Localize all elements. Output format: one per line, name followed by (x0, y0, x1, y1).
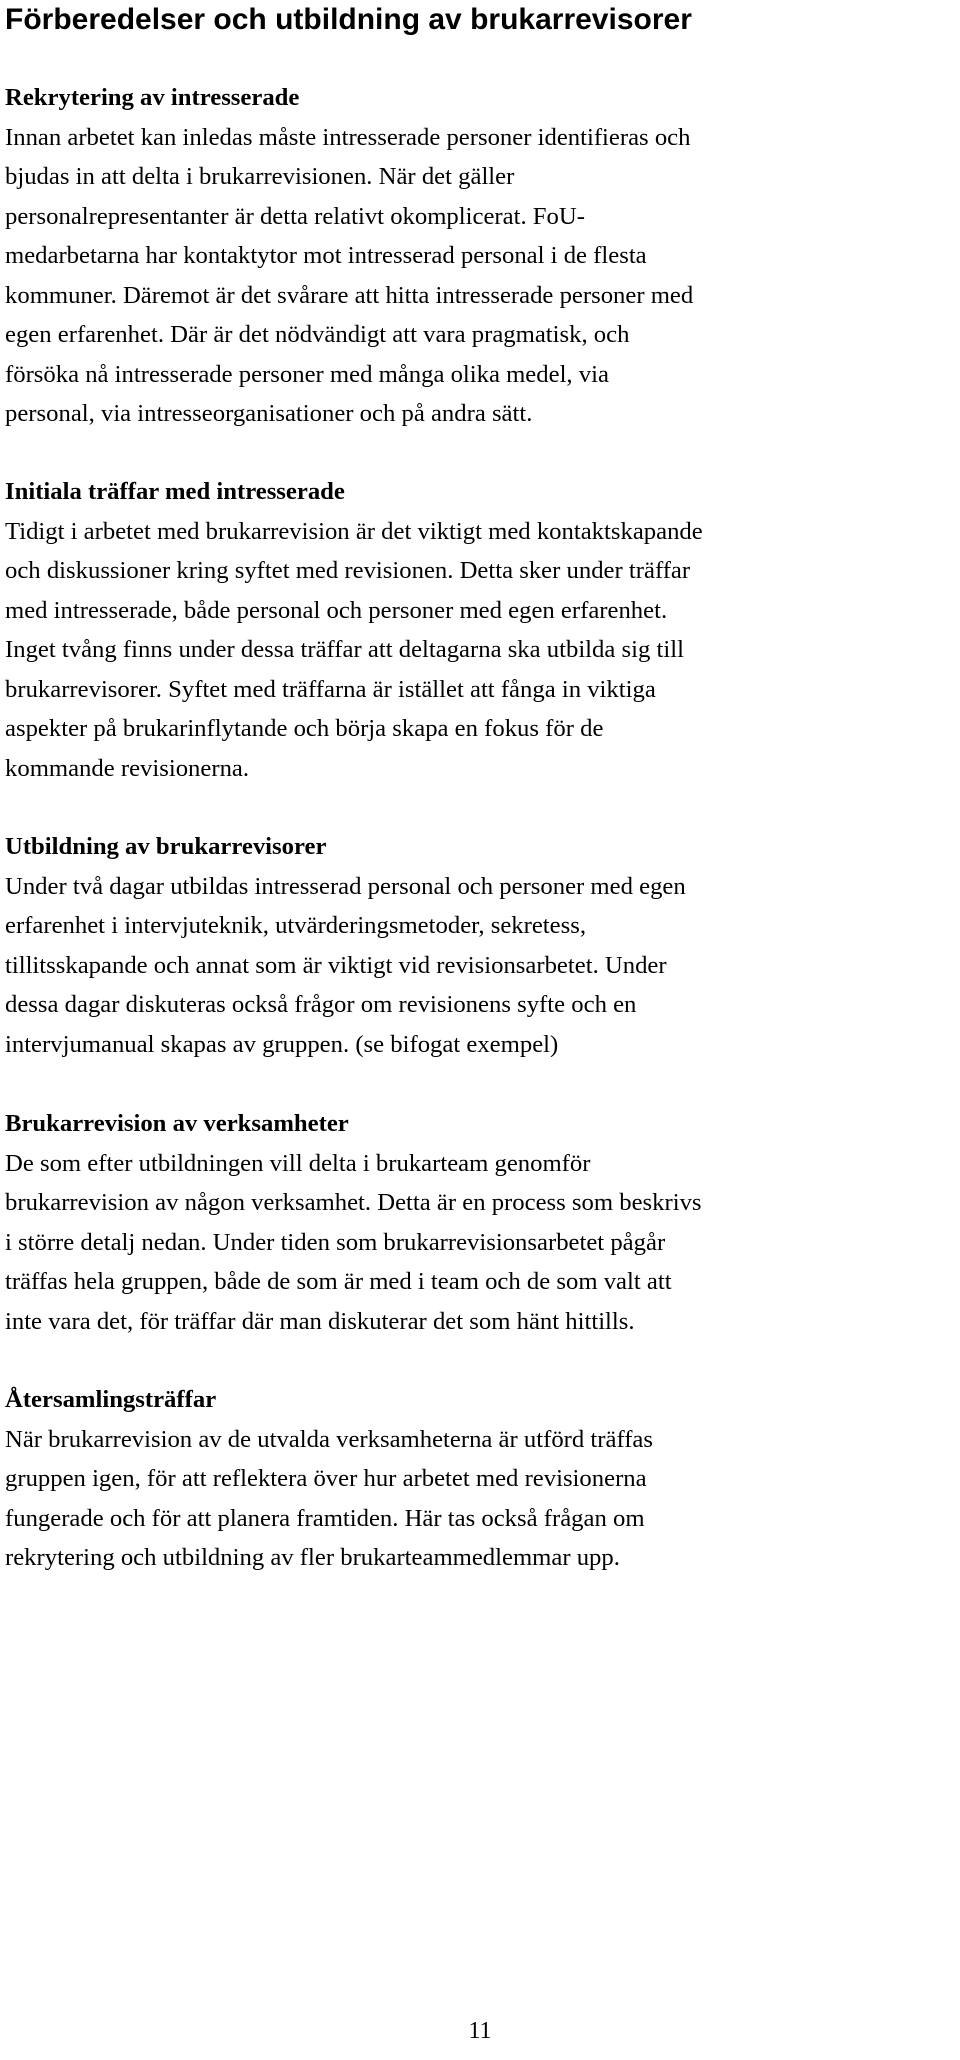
body-line: inte vara det, för träffar där man diskuterar det som hänt hittills. (5, 1307, 635, 1335)
section-heading: Utbildning av brukarrevisorer (5, 833, 327, 860)
section-heading: Rekrytering av intresserade (5, 84, 300, 111)
body-line: brukarrevisorer. Syftet med träffarna är istället att fånga in viktiga (5, 675, 656, 703)
body-line: medarbetarna har kontaktytor mot intresserad personal i de flesta (5, 242, 647, 269)
body-line: Inget tvång finns under dessa träffar att deltagarna ska utbilda sig till (5, 636, 684, 663)
body-line: kommande revisionerna. (5, 754, 250, 782)
body-line: bjudas in att delta i brukarrevisionen. När det gäller (5, 163, 515, 190)
section-brukarrevision (5, 1104, 950, 1341)
section-body (5, 118, 950, 434)
body-line: erfarenhet i intervjuteknik, utvärderingsmetoder, sekretess, (5, 912, 587, 939)
body-line: träffas hela gruppen, både de som är med i team och de som valt att (5, 1268, 672, 1295)
section-initiala-traffar (5, 472, 950, 788)
body-line: och diskussioner kring syftet med revisionen. Detta sker under träffar (5, 557, 691, 584)
section-heading: Återsamlingsträffar (5, 1386, 217, 1413)
section-rekrytering (5, 78, 950, 434)
body-line: personal, via intresseorganisationer och på andra sätt. (5, 400, 533, 427)
body-line: intervjumanual skapas av gruppen. (se bifogat exempel) (5, 1030, 559, 1058)
body-line: När brukarrevision av de utvalda verksamheterna är utförd träffas (5, 1425, 653, 1453)
section-body (5, 512, 950, 789)
section-atersamlingstraffar (5, 1380, 950, 1578)
page-number: 11 (468, 2018, 492, 2044)
body-line: personalrepresentanter är detta relativt okomplicerat. FoU- (5, 202, 585, 230)
body-line: Tidigt i arbetet med brukarrevision är det viktigt med kontaktskapande (5, 517, 703, 545)
section-heading: Initiala träffar med intresserade (5, 478, 345, 505)
body-line: Innan arbetet kan inledas måste intresserade personer identifieras och (5, 123, 691, 151)
section-heading: Brukarrevision av verksamheter (5, 1110, 349, 1137)
section-body (5, 1420, 950, 1578)
section-body (5, 867, 950, 1065)
body-line: aspekter på brukarinflytande och börja skapa en fokus för de (5, 715, 604, 742)
body-line: med intresserade, både personal och personer med egen erfarenhet. (5, 596, 668, 624)
body-line: i större detalj nedan. Under tiden som brukarrevisionsarbetet pågår (5, 1228, 666, 1256)
body-line: dessa dagar diskuteras också frågor om revisionens syfte och en (5, 991, 637, 1018)
body-line: fungerade och för att planera framtiden. Här tas också frågan om (5, 1504, 645, 1532)
body-line: Under två dagar utbildas intresserad personal och personer med egen (5, 872, 686, 900)
body-line: försöka nå intresserade personer med många olika medel, via (5, 360, 609, 388)
section-utbildning (5, 827, 950, 1064)
section-body (5, 1144, 950, 1342)
body-line: De som efter utbildningen vill delta i brukarteam genomför (5, 1149, 591, 1177)
body-line: kommuner. Däremot är det svårare att hitta intresserade personer med (5, 281, 694, 309)
body-line: gruppen igen, för att reflektera över hur arbetet med revisionerna (5, 1465, 647, 1492)
body-line: rekrytering och utbildning av fler brukarteammedlemmar upp. (5, 1544, 620, 1571)
body-line: tillitsskapande och annat som är viktigt vid revisionsarbetet. Under (5, 951, 667, 979)
page-title: Förberedelser och utbildning av brukarrevisorer (5, 3, 692, 36)
body-line: brukarrevision av någon verksamhet. Detta är en process som beskrivs (5, 1189, 702, 1216)
body-line: egen erfarenhet. Där är det nödvändigt att vara pragmatisk, och (5, 321, 630, 348)
